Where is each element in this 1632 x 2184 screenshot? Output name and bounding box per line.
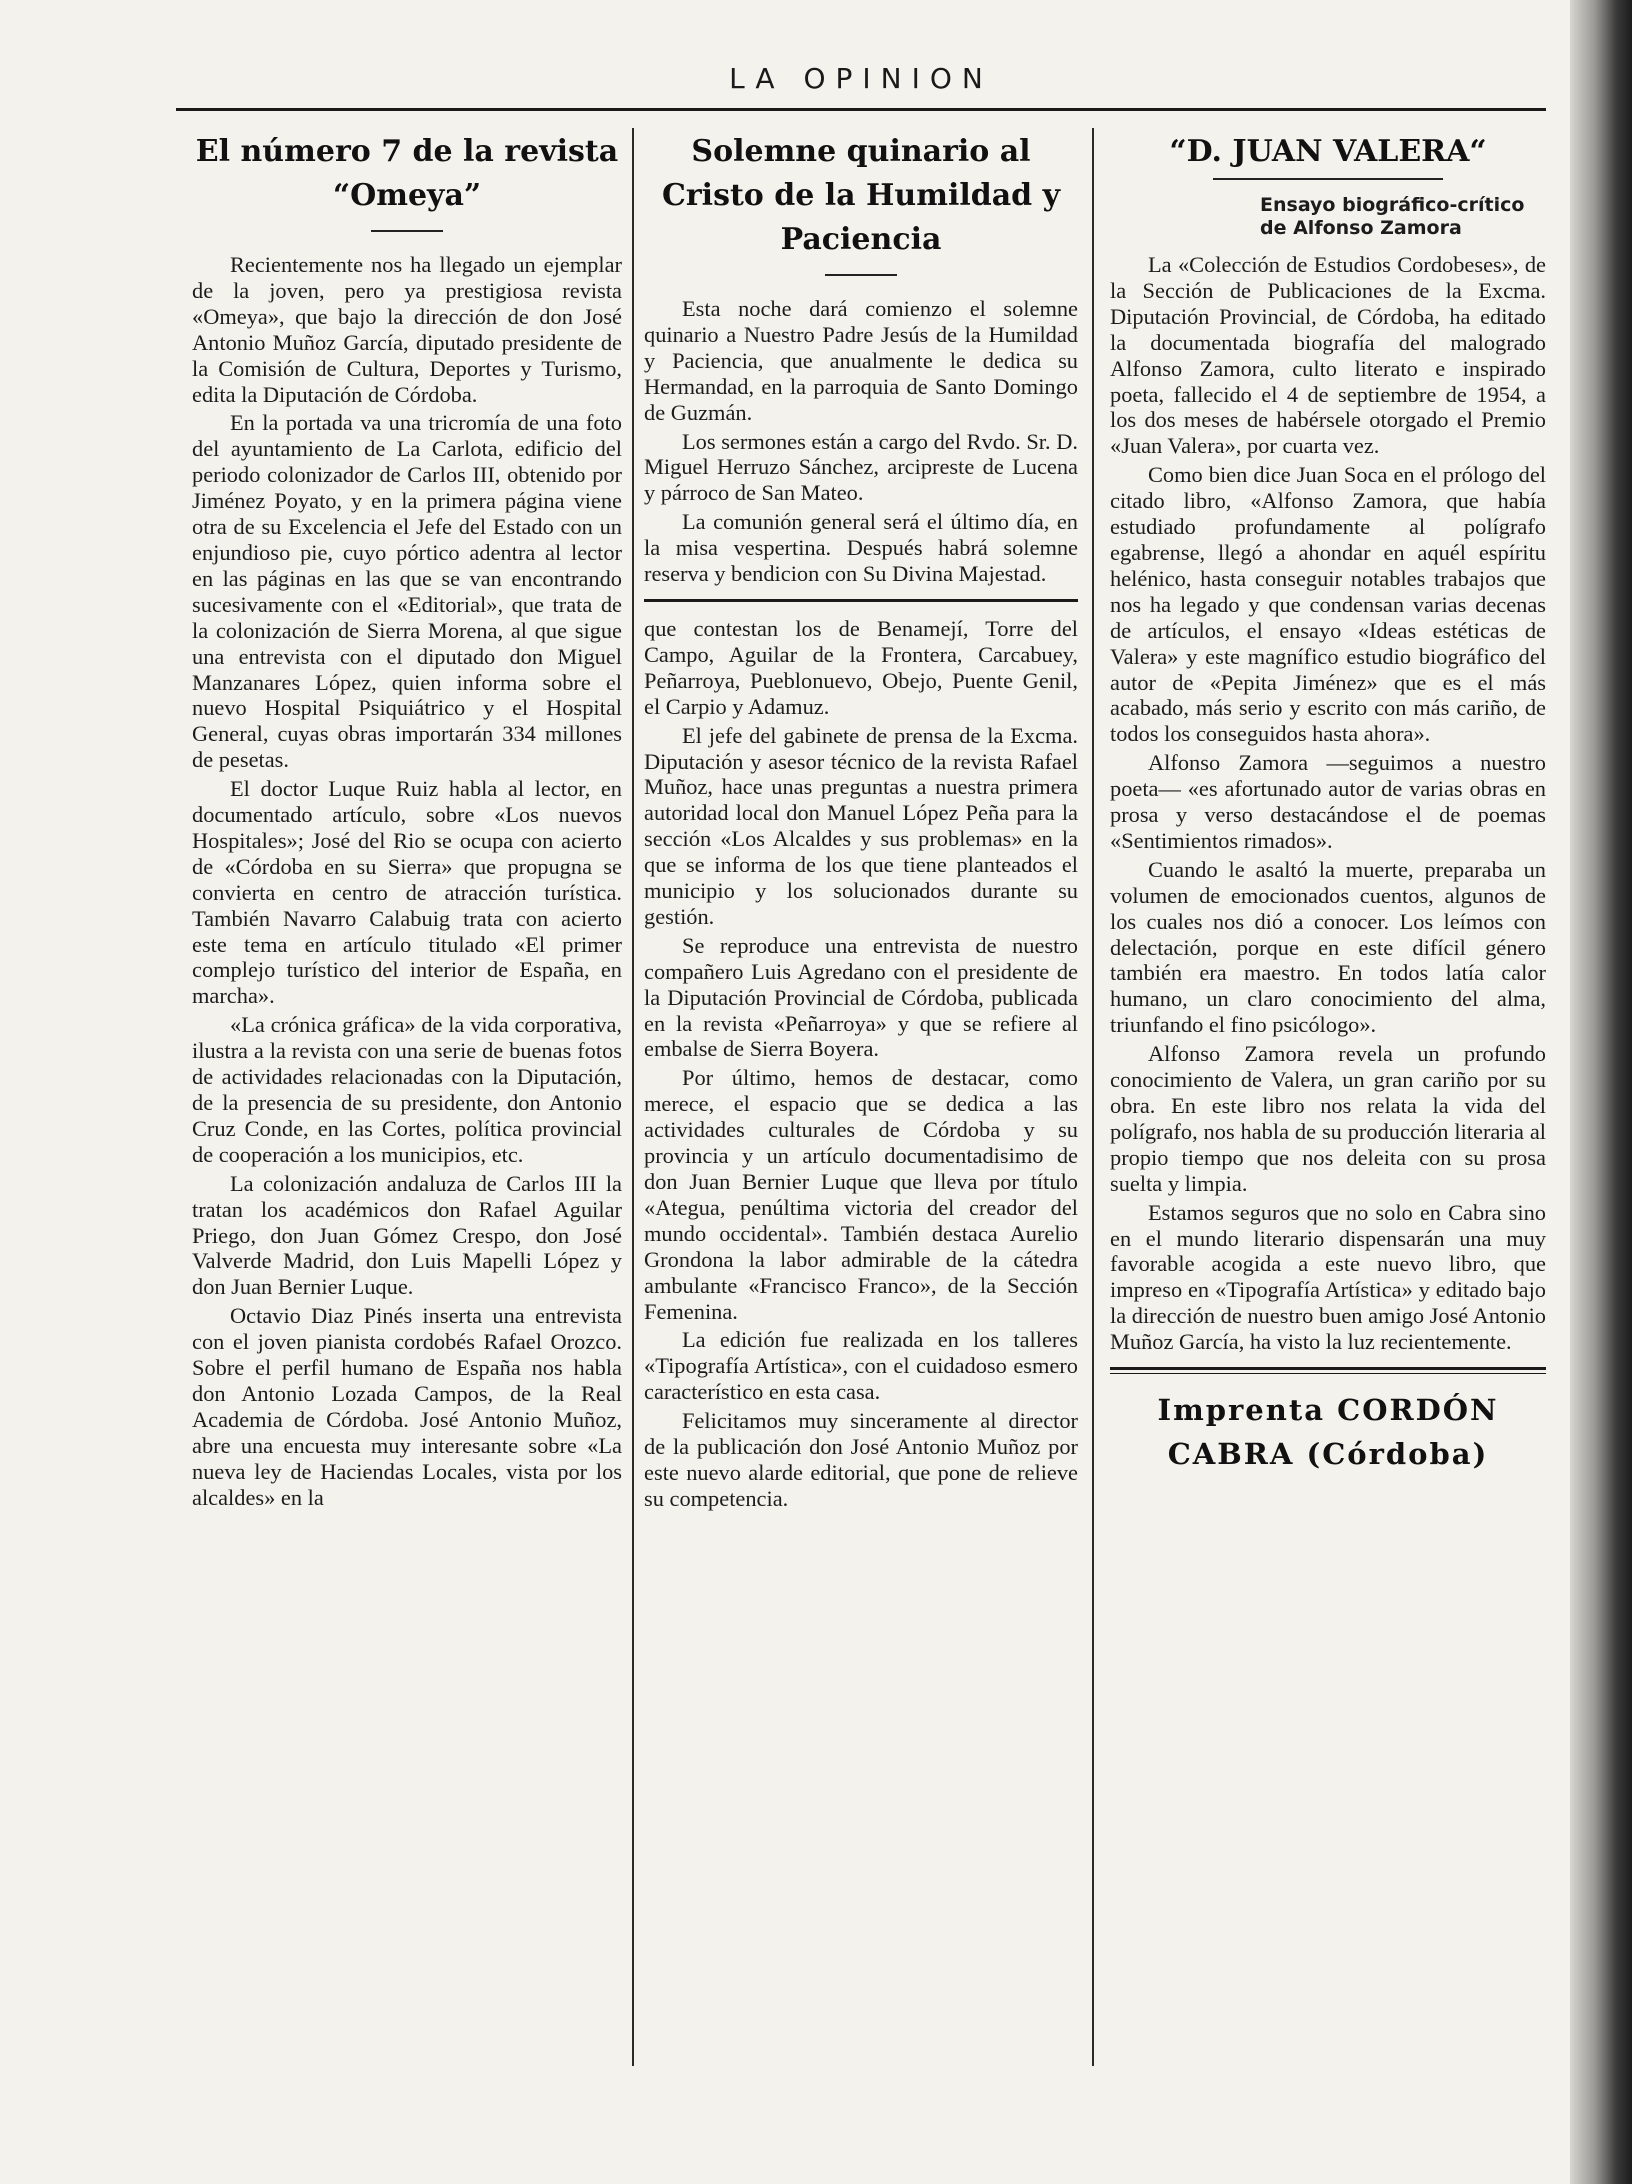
paragraph: En la portada va una tricromía de una foto del ayuntamiento de La Carlota, edificio del periodo colonizador de Carlos III, obtenido por Jiménez Poyato, y en la primera página viene otra de su Excelencia el Jefe del Estado con un enjundioso pie, cuyo pórtico adentra al lector en las páginas en las que se van encontrando sucesivamente con el «Editorial», que trata de la colonización de Sierra Morena, al que sigue una entrevista con el diputado don Miguel Manzanares López, quien informa sobre el nuevo Hospital Psiquiátrico y el Hospital General, cuyas obras importarán 334 millones de pesetas. [192,410,622,773]
masthead: LA OPINION [729,62,993,95]
masthead-rule [176,108,1546,111]
article-juan-valera-title: “D. JUAN VALERA“ [1169,134,1487,169]
paragraph: Se reproduce una entrevista de nuestro compañero Luis Agredano con el presidente de la Diputación Provincial de Córdoba, publicada en la revista «Peñarroya» y que se refiere al embalse de Sierra Boyera. [644,932,1078,1062]
title-rule [371,230,443,232]
paragraph: Octavio Diaz Pinés inserta una entrevista con el joven pianista cordobés Rafael Orozco. Sobre el perfil humano de España nos habla don Antonio Lozada Campos, de la Real Academia de Córdoba. José Antonio Muñoz, abre una encuesta muy interesante sobre «La nueva ley de Haciendas Locales, vista por los alcaldes» en la [192,1303,622,1510]
paragraph: Estamos seguros que no solo en Cabra sino en el mundo literario dispensarán una muy favorable acogida a este nuevo libro, que impreso en «Tipografía Artística» y editado bajo la dirección de nuestro buen amigo José Antonio Muñoz García, ha visto la luz recientemente. [1110,1199,1546,1355]
paragraph: Recientemente nos ha llegado un ejemplar de la joven, pero ya prestigiosa revista «Omeya», que bajo la dirección de don José Antonio Muñoz García, diputado presidente de la Comisión de Cultura, Deportes y Turismo, edita la Diputación de Córdoba. [192,252,622,407]
article-quinario [644,128,1078,1515]
article-subtitle: Ensayo biográfico-crítico de Alfonso Zamora [1260,194,1525,239]
imprint-line-2: CABRA (Córdoba) [1167,1437,1489,1472]
article-juan-valera [1110,128,1546,1476]
article-quinario-title: Solemne quinario al Cristo de la Humildad y Paciencia [661,134,1061,257]
article-omeya [192,128,622,1514]
paragraph: La comunión general será el último día, en la misa vespertina. Después habrá solemne reserva y bendicion con Su Divina Majestad. [644,509,1078,587]
title-rule [825,274,897,276]
paragraph: Cuando le asaltó la muerte, preparaba un volumen de emocionados cuentos, algunos de los cuales nos dió a conocer. Los leímos con delectación, porque en este difícil género también era maestro. En todos latía calor humano, un claro conocimiento del alma, triunfando el fino psicólogo». [1110,856,1546,1038]
paragraph: La colonización andaluza de Carlos III la tratan los académicos don Rafael Aguilar Priego, don Juan Gómez Crespo, don José Valverde Madrid, don Luis Mapelli López y don Juan Bernier Luque. [192,1170,622,1300]
paragraph: Como bien dice Juan Soca en el prólogo del citado libro, «Alfonso Zamora, que había estudiado profundamente al polígrafo egabrense, llegó a ahondar en aquél espíritu helénico, hasta conseguir notables trabajos que nos ha legado y que condensan varias decenas de artículos, el ensayo «Ideas estéticas de Valera» y este magnífico estudio biográfico del autor de «Pepita Jiménez» que es el más acabado, más serio y escrito con más cariño, de todos los conseguidos hasta ahora». [1110,462,1546,747]
imprint-rule [1110,1367,1546,1374]
paragraph: que contestan los de Benamejí, Torre del Campo, Aguilar de la Frontera, Carcabuey, Peñarroya, Pueblonuevo, Obejo, Puente Genil, el Carpio y Adamuz. [644,615,1078,719]
paragraph: El jefe del gabinete de prensa de la Excma. Diputación y asesor técnico de la revista Rafael Muñoz, hace unas preguntas a nuestra primera autoridad local don Manuel López Peña para la sección «Los Alcaldes y sus problemas» en la que se informa de los que tiene planteados el municipio y los solucionados durante su gestión. [644,722,1078,929]
title-rule [1213,178,1443,180]
paragraph: El doctor Luque Ruiz habla al lector, en documentado artículo, sobre «Los nuevos Hospitales»; José del Rio se ocupa con acierto de «Córdoba en su Sierra» que propugna se convierta en centro de atracción turística. También Navarro Calabuig trata con acierto este tema en artículo titulado «El primer complejo turístico del interior de España, en marcha». [192,776,622,1009]
section-rule [644,599,1078,602]
column-divider-2 [1092,128,1094,2066]
article-omeya-title: El número 7 de la revista “Omeya” [195,134,619,213]
paragraph: Esta noche dará comienzo el solemne quinario a Nuestro Padre Jesús de la Humildad y Paciencia, que anualmente le dedica su Hermandad, en la parroquia de Santo Domingo de Guzmán. [644,296,1078,425]
paragraph: «La crónica gráfica» de la vida corporativa, ilustra a la revista con una serie de buenas fotos de actividades relacionadas con la Diputación, de la presencia de su presidente, don Antonio Cruz Conde, en las Cortes, política provincial de cooperación a los municipios, etc. [192,1012,622,1167]
paragraph: La edición fue realizada en los talleres «Tipografía Artística», con el cuidadoso esmero característico en esta casa. [644,1327,1078,1405]
paragraph: La «Colección de Estudios Cordobeses», de la Sección de Publicaciones de la Excma. Diputación Provincial, de Córdoba, ha editado la documentada biografía del malogrado Alfonso Zamora, culto literato e inspirado poeta, fallecido el 4 de septiembre de 1954, a los dos meses de habérsele otorgado el Premio «Juan Valera», por cuarta vez. [1110,252,1546,459]
imprint-line-1: Imprenta CORDÓN [1157,1393,1499,1428]
paragraph: Felicitamos muy sinceramente al director de la publicación don José Antonio Muñoz por este nuevo alarde editorial, que pone de relieve su competencia. [644,1408,1078,1511]
paragraph: Alfonso Zamora —seguimos a nuestro poeta— «es afortunado autor de varias obras en prosa y verso destacándose el de poemas «Sentimientos rimados». [1110,750,1546,853]
paragraph: Alfonso Zamora revela un profundo conocimiento de Valera, un gran cariño por su obra. En este libro nos relata la vida del polígrafo, nos habla de su producción literaria al propio tiempo que nos deleita con su prosa suelta y limpia. [1110,1041,1546,1196]
paragraph: Los sermones están a cargo del Rvdo. Sr. D. Miguel Herruzo Sánchez, arcipreste de Lucena y párroco de San Mateo. [644,428,1078,506]
scan-binding-edge [1570,0,1632,2184]
paragraph: Por último, hemos de destacar, como merece, el espacio que se dedica a las actividades culturales de Córdoba y su provincia y un artículo documentadisimo de don Juan Bernier Luque que lleva por título «Ategua, penúltima victoria del creador del mundo occidental». También destaca Aurelio Grondona la labor admirable de la cátedra ambulante «Francisco Franco», de la Sección Femenina. [644,1065,1078,1324]
column-divider-1 [632,128,634,2066]
